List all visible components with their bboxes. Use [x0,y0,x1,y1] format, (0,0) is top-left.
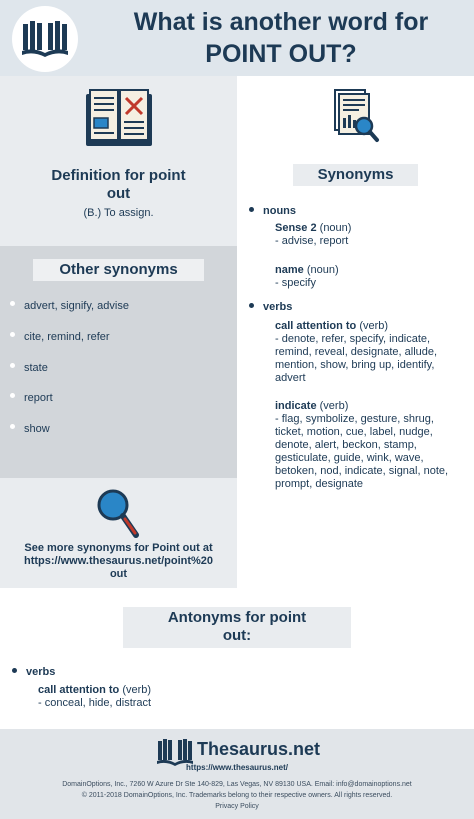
footer-privacy-link[interactable]: Privacy Policy [215,803,259,810]
document-magnifier-icon [331,88,381,148]
bullet-icon [10,363,15,368]
synonyms-panel [237,76,474,588]
synonym-words[interactable]: - flag, symbolize, gesture, shrug, [275,413,434,425]
pos-label-nouns [249,205,296,217]
see-more-panel [0,478,237,588]
bullet-icon [10,332,15,337]
definition-title-line1: Definition for point [51,167,186,184]
synonym-words[interactable]: - denote, refer, specify, indicate, [275,333,431,345]
synonym-words[interactable]: ticket, motion, cue, label, nudge, [275,426,433,438]
definition-panel [0,76,237,246]
footer-address: DomainOptions, Inc., 7260 W Azure Dr Ste 140-829, Las Vegas, NV 89130 USA. Email: info@domainoptions.net [62,781,412,788]
page-title [88,6,474,70]
sense-head: Sense 2 [275,222,317,234]
sense-pos: (noun) [319,222,352,234]
other-synonym-item[interactable] [10,300,129,312]
other-synonym-item[interactable] [10,392,53,404]
other-synonym-text: show [24,423,50,435]
pos-label-text: verbs [26,666,56,678]
pos-label-text: verbs [263,301,293,313]
see-more-line3: out [109,568,128,580]
page-title-line2: POINT OUT? [205,40,357,68]
other-synonym-item[interactable] [10,331,110,343]
page-header [0,0,474,76]
synonym-sense [275,264,467,290]
sense-head: name [275,264,304,276]
sense-pos: (verb) [122,684,152,696]
sense-head: call attention to [38,684,120,696]
synonyms-title: Synonyms [293,164,418,186]
footer-brand[interactable]: Thesaurus.net [197,739,321,759]
sense-pos: (verb) [359,320,389,332]
other-synonym-text: cite, remind, refer [24,331,110,343]
antonym-pos-label [12,666,55,678]
antonyms-title-line2: out: [222,627,252,644]
open-book-icon [84,88,154,150]
see-more-line1: See more synonyms for Point out at [24,542,213,554]
sense-pos: (verb) [319,400,349,412]
other-synonym-text: state [24,362,48,374]
synonym-sense [275,400,467,491]
synonym-words[interactable]: - advise, report [275,235,349,247]
bullet-icon [249,303,254,308]
magnifier-icon [96,487,140,539]
page-title-line1: What is another word for [133,8,429,36]
book-icon [157,738,193,766]
bullet-icon [10,301,15,306]
bullet-icon [10,424,15,429]
synonym-words[interactable]: remind, reveal, designate, allude, [275,346,438,358]
synonym-words[interactable]: - specify [275,277,316,289]
other-synonym-text: advert, signify, advise [24,300,129,312]
antonym-words[interactable]: - conceal, hide, distract [38,697,152,709]
synonym-words[interactable]: advert [275,372,306,384]
synonym-sense [275,222,467,248]
see-more-link[interactable] [8,542,229,581]
bullet-icon [12,668,17,673]
synonym-words[interactable]: gesticulate, guide, wink, wave, [275,452,424,464]
page-footer [0,729,474,819]
book-icon [21,20,69,58]
footer-url[interactable]: https://www.thesaurus.net/ [186,763,288,772]
definition-title [30,167,207,203]
synonym-words[interactable]: mention, show, bring up, identify, [275,359,435,371]
sense-pos: (noun) [306,264,339,276]
synonym-sense [275,320,467,385]
see-more-line2: https://www.thesaurus.net/point%20 [23,555,214,567]
other-synonym-item[interactable] [10,362,48,374]
antonyms-title-line1: Antonyms for point [167,609,307,626]
other-synonym-text: report [24,392,53,404]
sense-head: call attention to [275,320,357,332]
synonym-words[interactable]: betoken, nod, indicate, signal, note, [275,465,449,477]
pos-label-verbs [249,301,292,313]
synonym-words[interactable]: prompt, designate [275,478,364,490]
other-synonyms-title: Other synonyms [33,259,204,281]
definition-text: (B.) To assign. [83,207,154,219]
footer-copyright: © 2011-2018 DomainOptions, Inc. Trademarks belong to their respective owners. All rights reserved. [81,792,393,799]
bullet-icon [249,207,254,212]
definition-title-line2: out [106,185,131,202]
sense-head: indicate [275,400,317,412]
bullet-icon [10,393,15,398]
synonym-words[interactable]: denote, alert, beckon, stamp, [275,439,417,451]
antonyms-title [123,607,351,648]
antonym-sense [38,684,438,710]
site-logo[interactable] [12,6,78,72]
pos-label-text: nouns [263,205,296,217]
other-synonym-item[interactable] [10,423,50,435]
other-synonyms-panel [0,246,237,478]
